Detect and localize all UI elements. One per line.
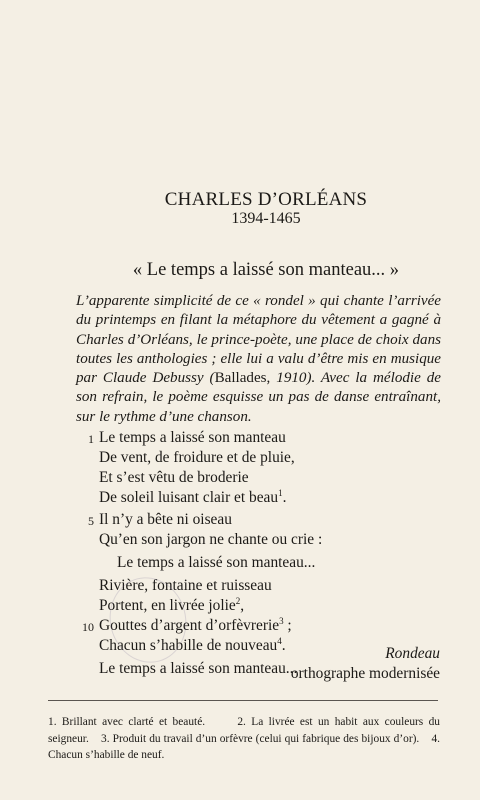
refrain-2: Le temps a laissé son manteau... [99, 660, 298, 677]
line-number-5: 5 [88, 514, 94, 528]
intro-paragraph [76, 292, 441, 427]
line-number-10: 10 [82, 620, 94, 634]
verse-line-10-end: , [240, 597, 245, 614]
verse-line-5: Il n’y a bête ni oiseau [99, 511, 232, 528]
footnote-divider [48, 700, 438, 701]
verse-line-10-text: Portent, en livrée jolie [99, 597, 236, 614]
footnote-3: Produit du travail d’un orfèvre (celui qui fabrique des bijoux d’or). [112, 732, 420, 745]
footnote-3-number: 3. [101, 732, 110, 745]
poem-form: Rondeau [385, 645, 440, 662]
verse-line-9: Rivière, fontaine et ruisseau [99, 577, 272, 594]
footnote-1: Brillant avec clarté et beauté. [61, 716, 206, 728]
verse-line-11-end: ; [283, 617, 292, 634]
verse-line-11-text: Gouttes d’argent d’orfèvrerie [99, 617, 280, 634]
footnote-4-number: 4. [431, 732, 441, 745]
footnote-ref-4: 4 [277, 635, 282, 646]
verse-line-4-text: De soleil luisant clair et beau [99, 489, 279, 506]
footnote-2-number: 2. [237, 716, 246, 728]
verse-line-1: Le temps a laissé son manteau [99, 429, 286, 446]
spelling-note: orthographe modernisée [290, 665, 440, 682]
intro-ballades: Ballades, [214, 370, 277, 387]
poem-title: « Le temps a laissé son manteau... » [132, 260, 400, 280]
line-number-1: 1 [88, 432, 94, 446]
footnote-ref-1: 1 [278, 487, 283, 498]
footnotes [48, 714, 440, 764]
footnote-ref-2: 2 [235, 595, 241, 606]
verse-line-2: De vent, de froidure et de pluie, [99, 449, 295, 466]
verse-line-12-end: . [281, 637, 286, 654]
author-dates: 1394-1465 [231, 210, 301, 227]
refrain-1: Le temps a laissé son manteau... [117, 554, 316, 571]
footnote-4: Chacun s’habille de neuf. [48, 749, 165, 761]
footnote-ref-3: 3 [279, 615, 284, 626]
verse-line-3: Et s’est vêtu de broderie [99, 469, 249, 486]
intro-text-start: L’apparente simplicité de ce « rondel » qui chante l’arrivée du printemps en filant la métaphore du vêtement a gagné à Charles d’Orléans, le prince-poète, une place de choix dans toutes les anthologies ; elle lui a valu d’être mis en musique par Claude Debussy ( [76, 293, 441, 387]
footnote-2: La livrée est un habit aux couleurs du seigneur. [48, 716, 440, 745]
footnote-1-number: 1. [48, 716, 57, 728]
author-name: CHARLES D’ORLÉANS [164, 189, 368, 210]
verse-line-6: Qu’en son jargon ne chante ou crie : [99, 531, 323, 548]
verse-line-12-text: Chacun s’habille de nouveau [99, 637, 278, 654]
intro-year: 1910 [276, 370, 307, 387]
verse-line-4: De soleil luisant clair et beau$^1$. [99, 487, 287, 506]
intro-text-end: ). Avec la mélodie de son refrain, le poème esquisse un pas de danse entraînant, sur le rythme d’une chanson. [76, 370, 441, 425]
